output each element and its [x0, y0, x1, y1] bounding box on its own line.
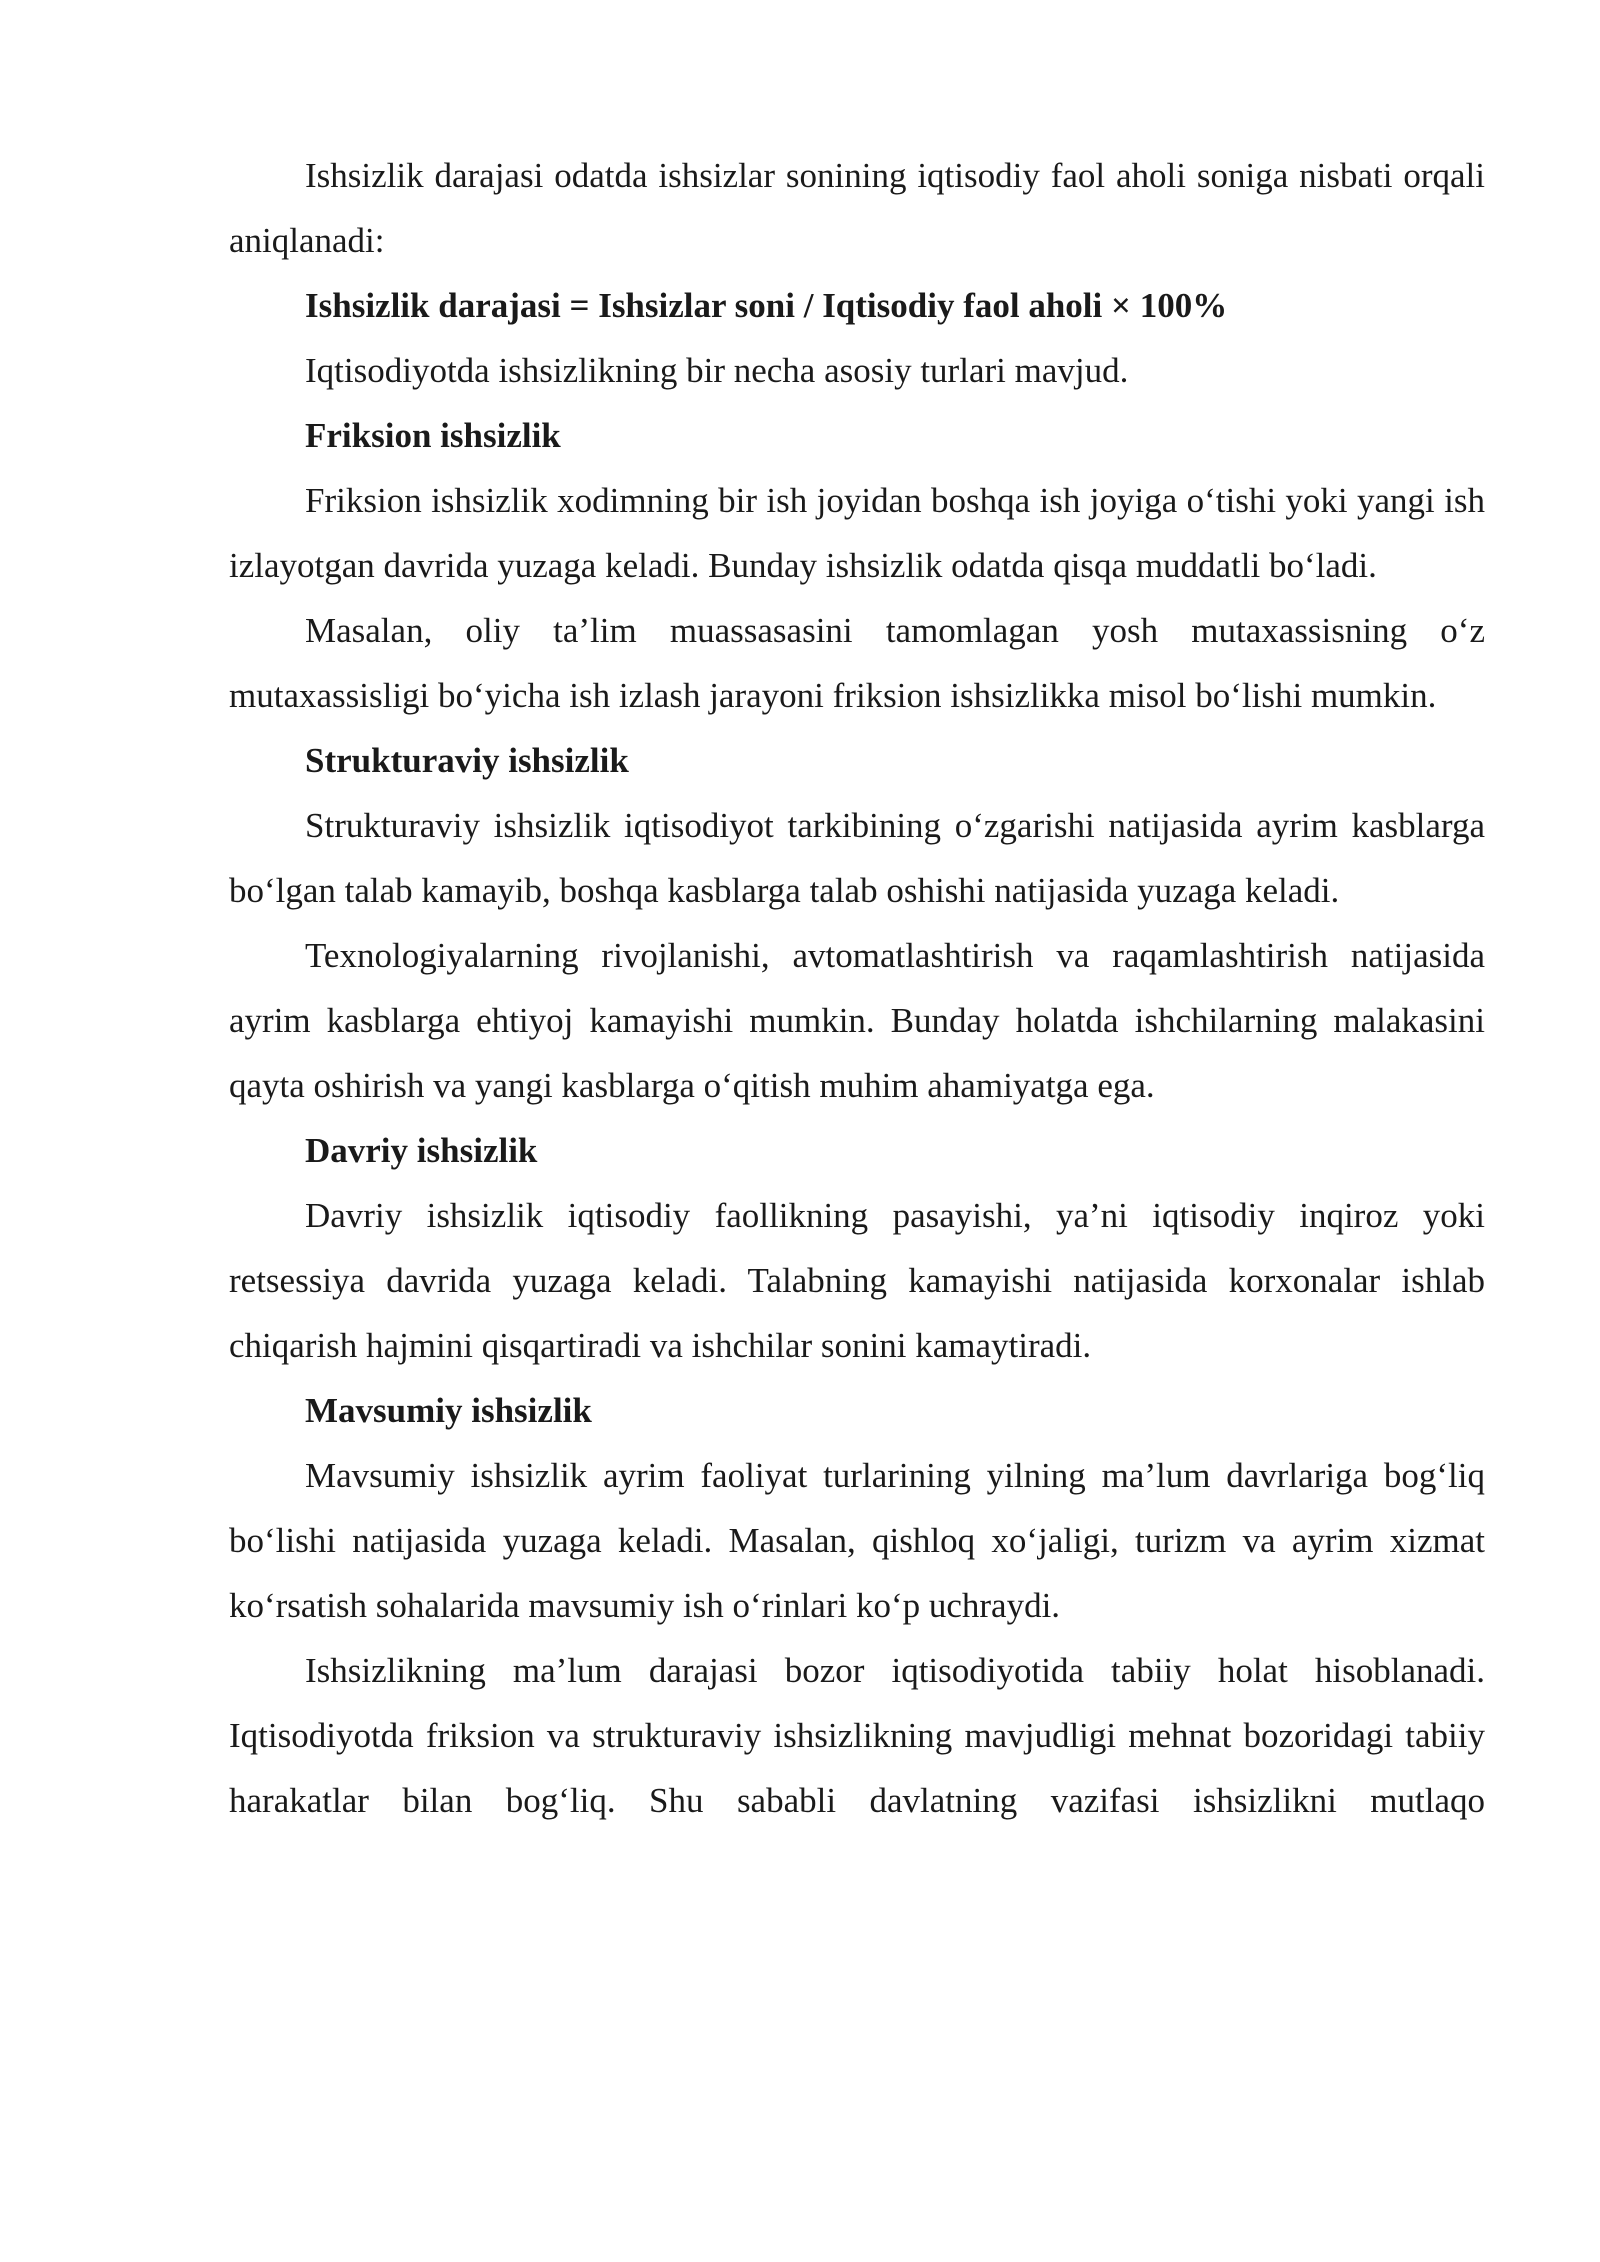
paragraph-strukturaviy-technology: Texnologiyalarning rivojlanishi, avtomatlashtirish va raqamlashtirish natijasida ayrim kasblarga ehtiyoj kamayishi mumkin. Bunday holatda ishchilarning malakasini qayta oshirish va yangi kasblarga o‘qitish muhim ahamiyatga ega. [229, 936, 1485, 1105]
heading-mavsumiy: Mavsumiy ishsizlik [305, 1391, 592, 1430]
paragraph-mavsumiy-definition: Mavsumiy ishsizlik ayrim faoliyat turlarining yilning ma’lum davrlariga bog‘liq bo‘lishi natijasida yuzaga keladi. Masalan, qishloq xo‘jaligi, turizm va ayrim xizmat ko‘rsatish sohalarida mavsumiy ish o‘rinlari ko‘p uchraydi. [229, 1456, 1485, 1625]
paragraph-strukturaviy-definition: Strukturaviy ishsizlik iqtisodiyot tarkibining o‘zgarishi natijasida ayrim kasblarga bo‘lgan talab kamayib, boshqa kasblarga talab oshishi natijasida yuzaga keladi. [229, 806, 1485, 910]
paragraph-natural-unemployment: Ishsizlikning ma’lum darajasi bozor iqtisodiyotida tabiiy holat hisoblanadi. Iqtisodiyotda friksion va strukturaviy ishsizlikning mavjudligi mehnat bozoridagi tabiiy harakatlar bilan bog‘liq. Shu sababli davlatning vazifasi ishsizlikni mutlaqo [229, 1651, 1485, 1820]
paragraph-types-intro: Iqtisodiyotda ishsizlikning bir necha asosiy turlari mavjud. [305, 351, 1129, 390]
heading-friksion: Friksion ishsizlik [305, 416, 561, 455]
paragraph-intro: Ishsizlik darajasi odatda ishsizlar sonining iqtisodiy faol aholi soniga nisbati orqali aniqlanadi: [229, 156, 1485, 260]
paragraph-friksion-definition: Friksion ishsizlik xodimning bir ish joyidan boshqa ish joyiga o‘tishi yoki yangi ish izlayotgan davrida yuzaga keladi. Bunday ishsizlik odatda qisqa muddatli bo‘ladi. [229, 481, 1485, 585]
paragraph-davriy-definition: Davriy ishsizlik iqtisodiy faollikning pasayishi, ya’ni iqtisodiy inqiroz yoki retsessiya davrida yuzaga keladi. Talabning kamayishi natijasida korxonalar ishlab chiqarish hajmini qisqartiradi va ishchilar sonini kamaytiradi. [229, 1196, 1485, 1365]
heading-strukturaviy: Strukturaviy ishsizlik [305, 741, 629, 780]
formula-unemployment-rate: Ishsizlik darajasi = Ishsizlar soni / Iqtisodiy faol aholi × 100% [305, 286, 1228, 325]
paragraph-friksion-example: Masalan, oliy ta’lim muassasasini tamomlagan yosh mutaxassisning o‘z mutaxassisligi bo‘yicha ish izlash jarayoni friksion ishsizlikka misol bo‘lishi mumkin. [229, 611, 1485, 715]
heading-davriy: Davriy ishsizlik [305, 1131, 538, 1170]
document-page [229, 143, 1485, 1833]
